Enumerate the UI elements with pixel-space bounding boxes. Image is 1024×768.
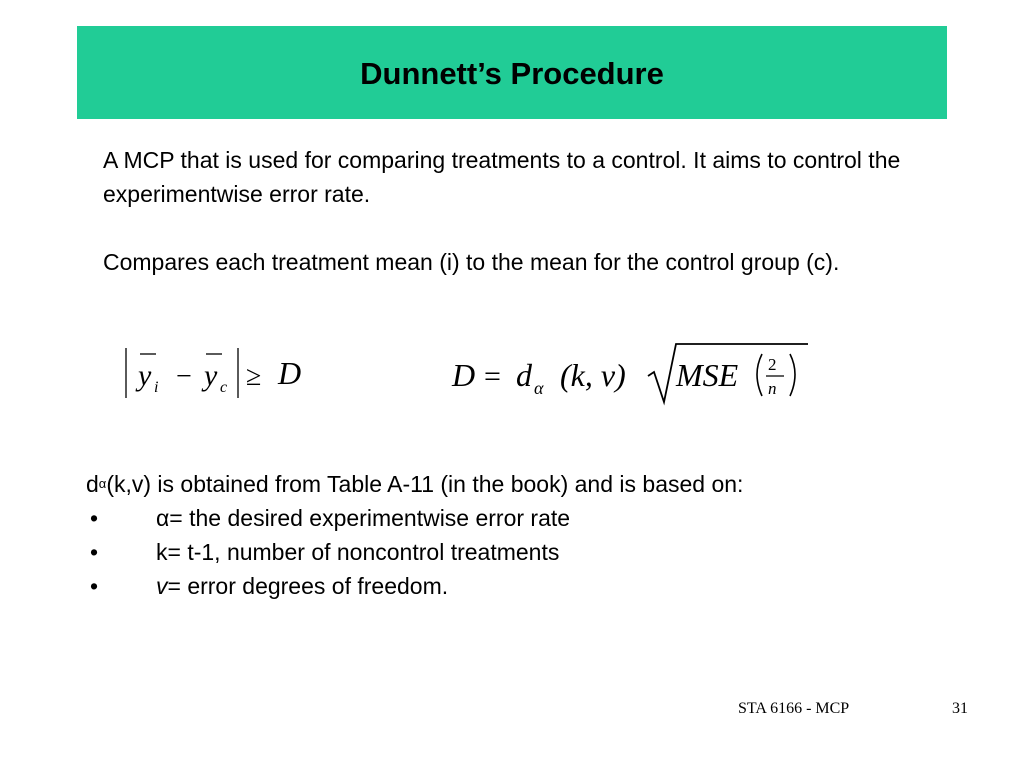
intro-text: (k,v) is obtained from Table A-11 (in the book) and is based on:: [106, 471, 744, 497]
intro-d: d: [86, 471, 99, 497]
list-item: [86, 535, 986, 569]
formula-right-args: (k, v): [560, 357, 626, 393]
intro-alpha: α: [98, 476, 107, 491]
formula-right-numerator: 2: [768, 355, 777, 374]
explanation-list: [86, 467, 986, 603]
slide-title: Dunnett’s Procedure: [360, 56, 664, 91]
bullet-symbol: v: [156, 573, 168, 599]
formula-left-sub-i: i: [154, 379, 159, 396]
formula-left-y2: y: [204, 359, 218, 392]
formula-left-minus: −: [176, 361, 192, 392]
bullet-icon: •: [90, 573, 99, 599]
list-item: [86, 569, 986, 603]
page-number: 31: [952, 700, 968, 717]
formula-left-sub-c: c: [220, 379, 228, 396]
title-bar: [77, 26, 947, 119]
comparison-paragraph: Compares each treatment mean (i) to the mean for the control group (c).: [103, 249, 840, 275]
footer-course: STA 6166 - MCP: [738, 700, 850, 717]
formula-left-D: D: [278, 355, 302, 391]
formula-right-mse: MSE: [676, 357, 739, 393]
intro-line: [86, 467, 986, 501]
bullet-text: = error degrees of freedom.: [167, 573, 449, 599]
list-item: [86, 501, 986, 535]
bullet-icon: •: [90, 539, 99, 565]
bullet-symbol: α: [156, 505, 170, 531]
formula-left-geq: ≥: [246, 361, 262, 392]
formula-left-y1: y: [138, 359, 152, 392]
formula-right-alpha: α: [534, 378, 544, 398]
definition-paragraph: A MCP that is used for comparing treatments to a control. It aims to control the experimentwise error rate.: [103, 147, 901, 207]
formula-right-denominator: n: [768, 379, 777, 398]
bullet-symbol: k: [156, 539, 168, 565]
bullet-text: = the desired experimentwise error rate: [169, 505, 571, 531]
formula-right: [450, 340, 820, 410]
formula-left: [118, 340, 328, 404]
bullet-text: = t-1, number of noncontrol treatments: [167, 539, 560, 565]
formula-right-d: d: [516, 357, 532, 393]
bullet-icon: •: [90, 505, 99, 531]
formula-right-D: D: [452, 357, 476, 393]
formula-right-equals: =: [484, 360, 501, 393]
